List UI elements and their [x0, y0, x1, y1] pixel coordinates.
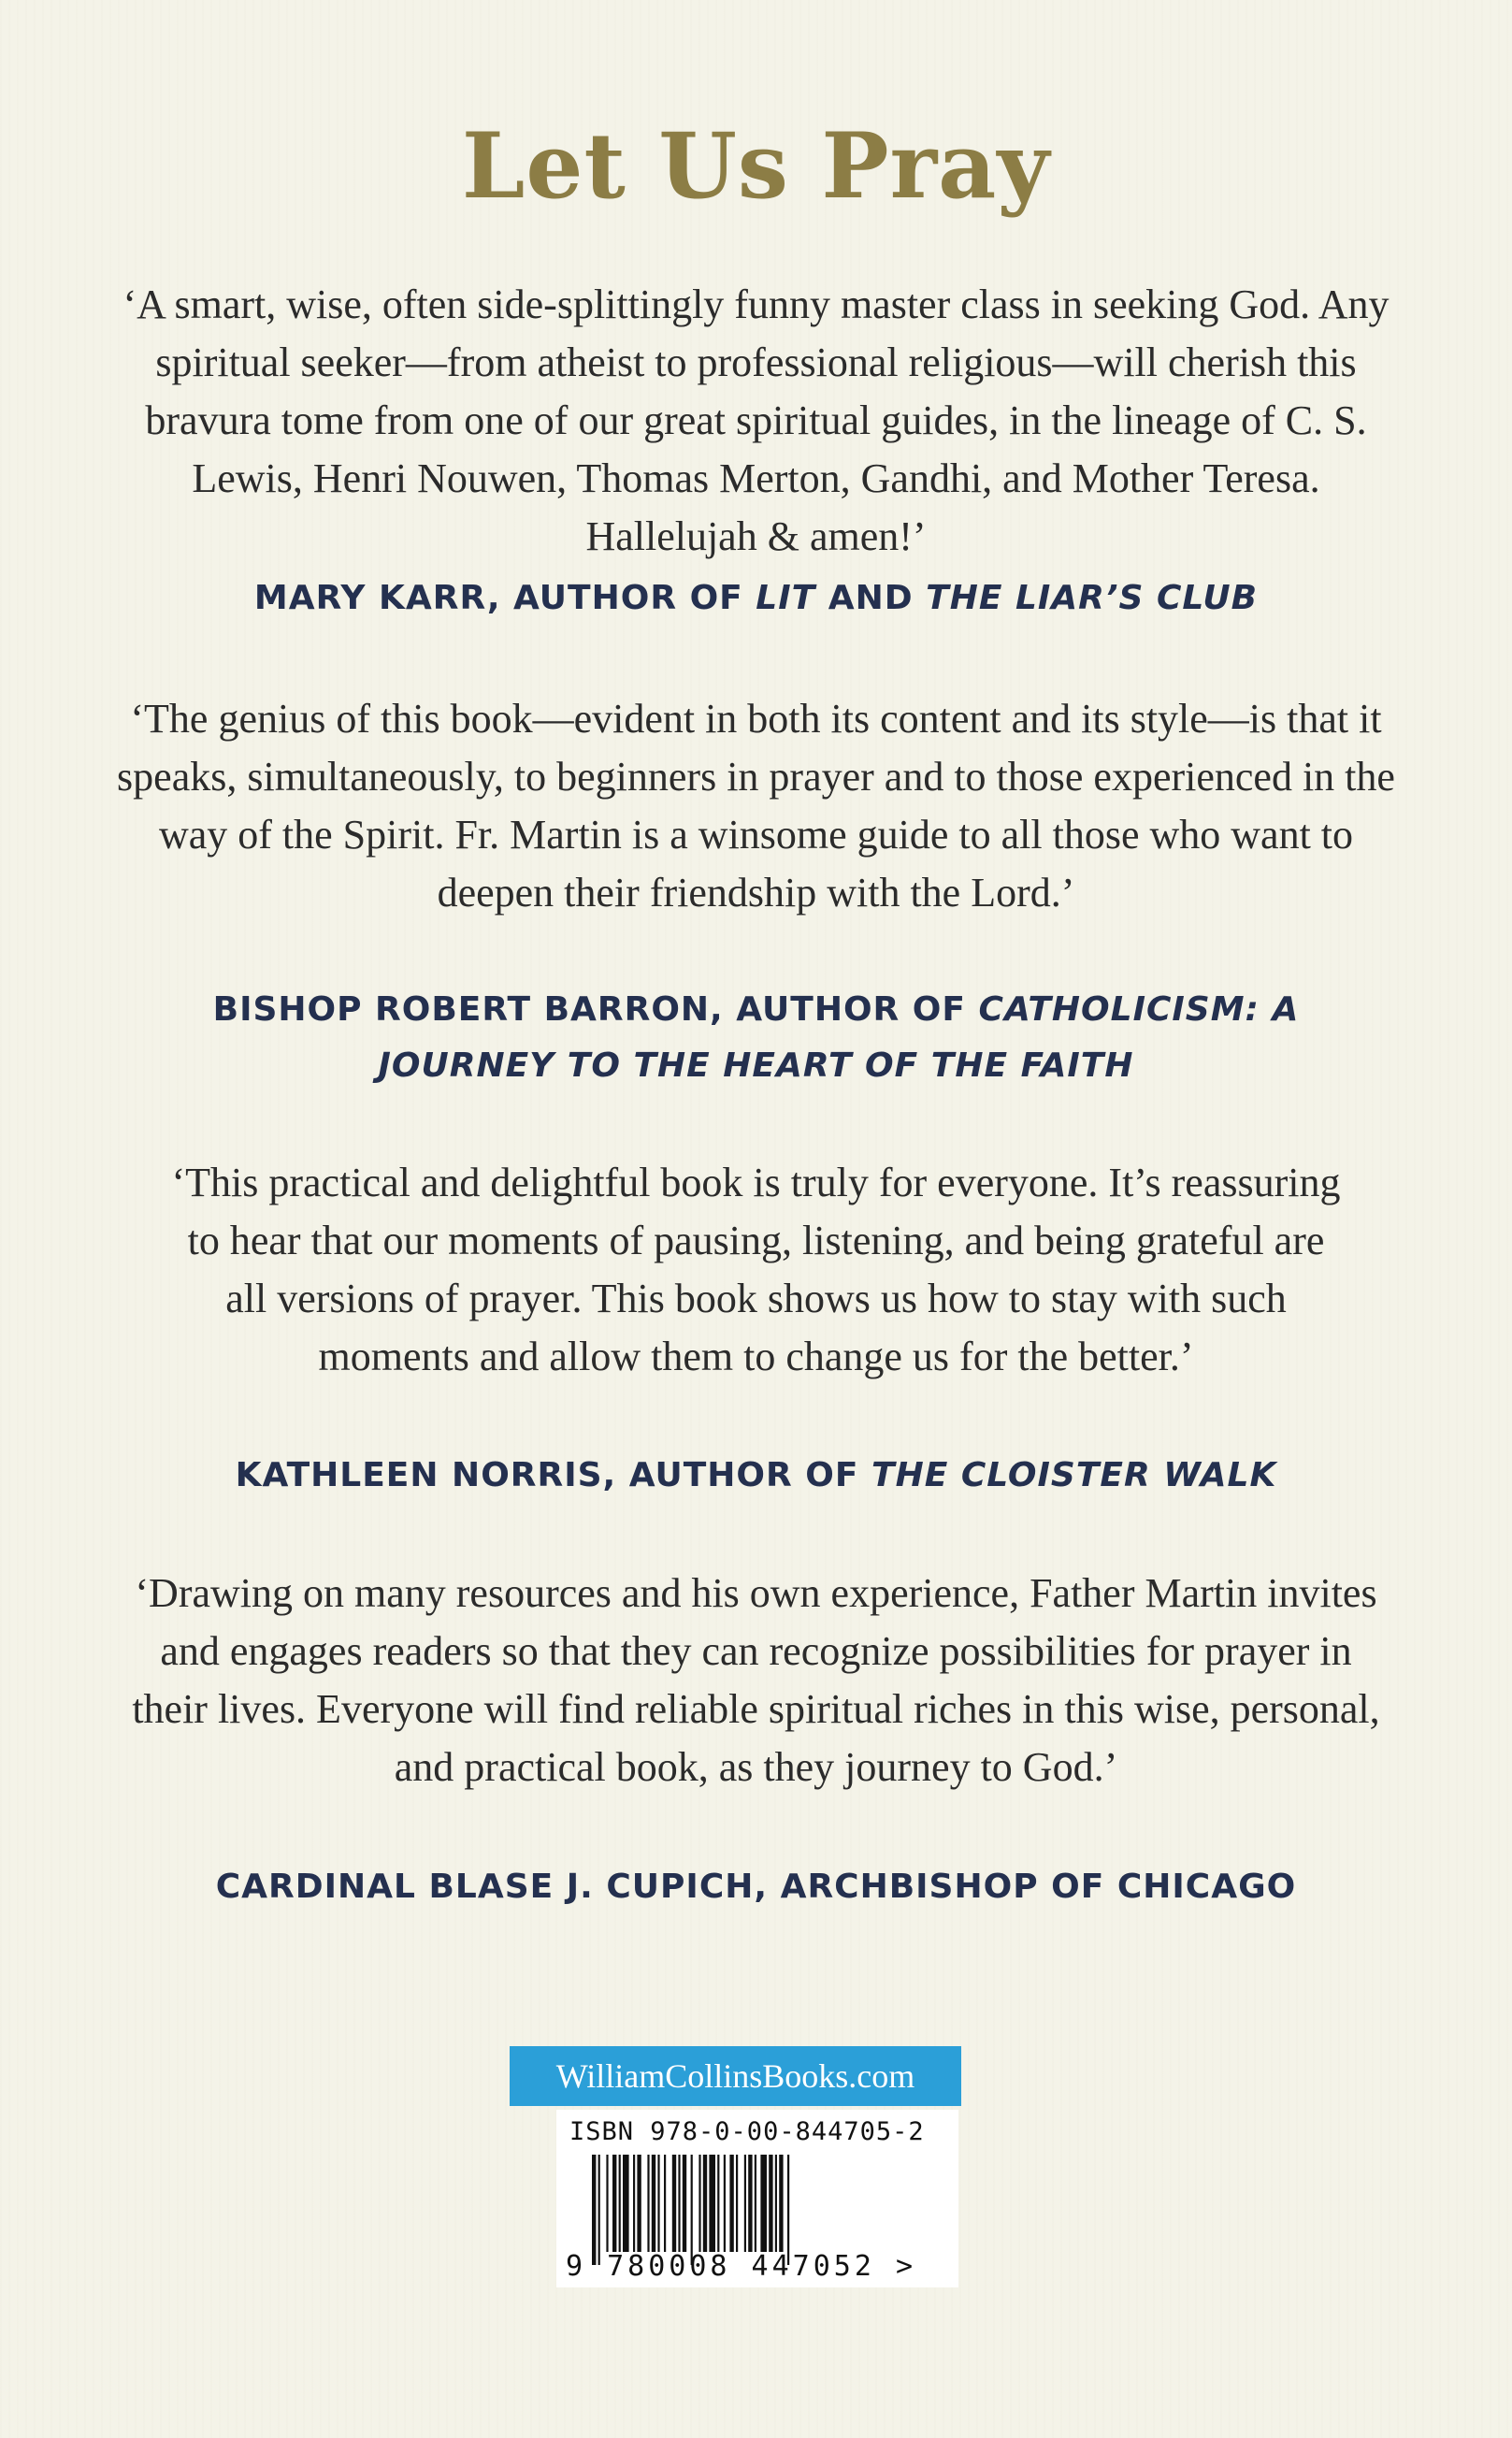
attribution-name: BISHOP ROBERT BARRON, AUTHOR OF	[212, 990, 979, 1029]
endorsement-quote-2: ‘The genius of this book—evident in both its content and its style—is that it speaks, simultaneously, to beginners in prayer and to those experienced in the way of the Spirit. Fr. Martin is a winsome guide to all those who want to deepen their friendship with the Lord.’	[117, 696, 1395, 916]
barcode-bar	[612, 2155, 616, 2252]
barcode-bar	[657, 2155, 659, 2252]
barcode-bars	[592, 2155, 900, 2265]
attribution-book-title: LIT	[756, 579, 816, 617]
barcode-bar	[691, 2155, 693, 2265]
endorsement-quote-4: ‘Drawing on many resources and his own experience, Father Martin invites and engages readers so that they can recognize possibilities for prayer in their lives. Everyone will find reliable spiritual riches in this wise, personal, and practical book, as they journey to God.’	[132, 1570, 1380, 1790]
barcode-bar	[664, 2155, 666, 2252]
barcode-bar	[729, 2155, 733, 2252]
endorsement-quote-1: ‘A smart, wise, often side-splittingly funny master class in seeking God. Any spiritual seeker—from atheist to professional religious—will cherish this bravura tome from one of our great spiritual guides, in the lineage of C. S. Lewis, Henri Nouwen, Thomas Merton, Gandhi, and Mother Teresa. Hallelujah & amen!’	[122, 281, 1390, 559]
barcode-bar	[592, 2155, 596, 2265]
barcode-bar	[748, 2155, 752, 2252]
barcode-bar	[619, 2155, 621, 2252]
endorsement-attribution-4	[103, 1859, 1409, 1915]
isbn-label: ISBN 978-0-00-844705-2	[569, 2117, 925, 2146]
isbn-barcode	[556, 2110, 958, 2287]
barcode-bar	[736, 2155, 738, 2252]
barcode-bar	[698, 2155, 700, 2252]
barcode-bar	[755, 2155, 756, 2252]
publisher-website-badge: WilliamCollinsBooks.com	[510, 2046, 961, 2106]
barcode-bar	[703, 2155, 707, 2252]
barcode-digits: 9 780008 447052 >	[566, 2250, 917, 2283]
barcode-bar	[775, 2155, 777, 2252]
attribution-book-title: THE CLOISTER WALK	[871, 1456, 1277, 1494]
barcode-bar	[744, 2155, 746, 2252]
barcode-bar	[633, 2155, 635, 2252]
book-title: Let Us Pray	[461, 113, 1051, 219]
barcode-bar	[724, 2155, 726, 2252]
attribution-book-title: THE LIAR’S CLUB	[926, 579, 1259, 617]
barcode-bar	[647, 2155, 649, 2252]
attribution-name: CARDINAL BLASE J. CUPICH, ARCHBISHOP OF CHICAGO	[215, 1868, 1297, 1906]
barcode-bar	[760, 2155, 767, 2252]
barcode-bar	[623, 2155, 629, 2252]
barcode-bar	[717, 2155, 719, 2252]
attribution-name: KATHLEEN NORRIS, AUTHOR OF	[235, 1456, 872, 1494]
barcode-bar	[606, 2155, 608, 2252]
barcode-bar	[637, 2155, 641, 2252]
barcode-bar	[779, 2155, 783, 2252]
endorsement-attribution-3	[103, 1448, 1409, 1504]
endorsement-quote-3: ‘This practical and delightful book is truly for everyone. It’s reassuring to hear that our moments of pausing, listening, and being grateful are all versions of prayer. This book shows us how to stay with such moments and allow them to change us for the better.’	[171, 1160, 1341, 1379]
barcode-bar	[678, 2155, 680, 2252]
endorsement-attribution-1	[103, 570, 1409, 627]
barcode-bar	[769, 2155, 772, 2252]
attribution-name: MARY KARR, AUTHOR OF	[253, 579, 756, 617]
endorsement-attribution-2	[159, 982, 1353, 1094]
barcode-bar	[709, 2155, 715, 2252]
barcode-bar	[787, 2155, 789, 2265]
barcode-bar	[598, 2155, 600, 2265]
attribution-connector: AND	[815, 579, 927, 617]
barcode-bar	[683, 2155, 686, 2252]
barcode-bar	[652, 2155, 655, 2252]
attribution-book-title: CATHOLICISM: A JOURNEY TO THE HEART OF THE FAITH	[378, 990, 1300, 1085]
barcode-bar	[672, 2155, 676, 2252]
